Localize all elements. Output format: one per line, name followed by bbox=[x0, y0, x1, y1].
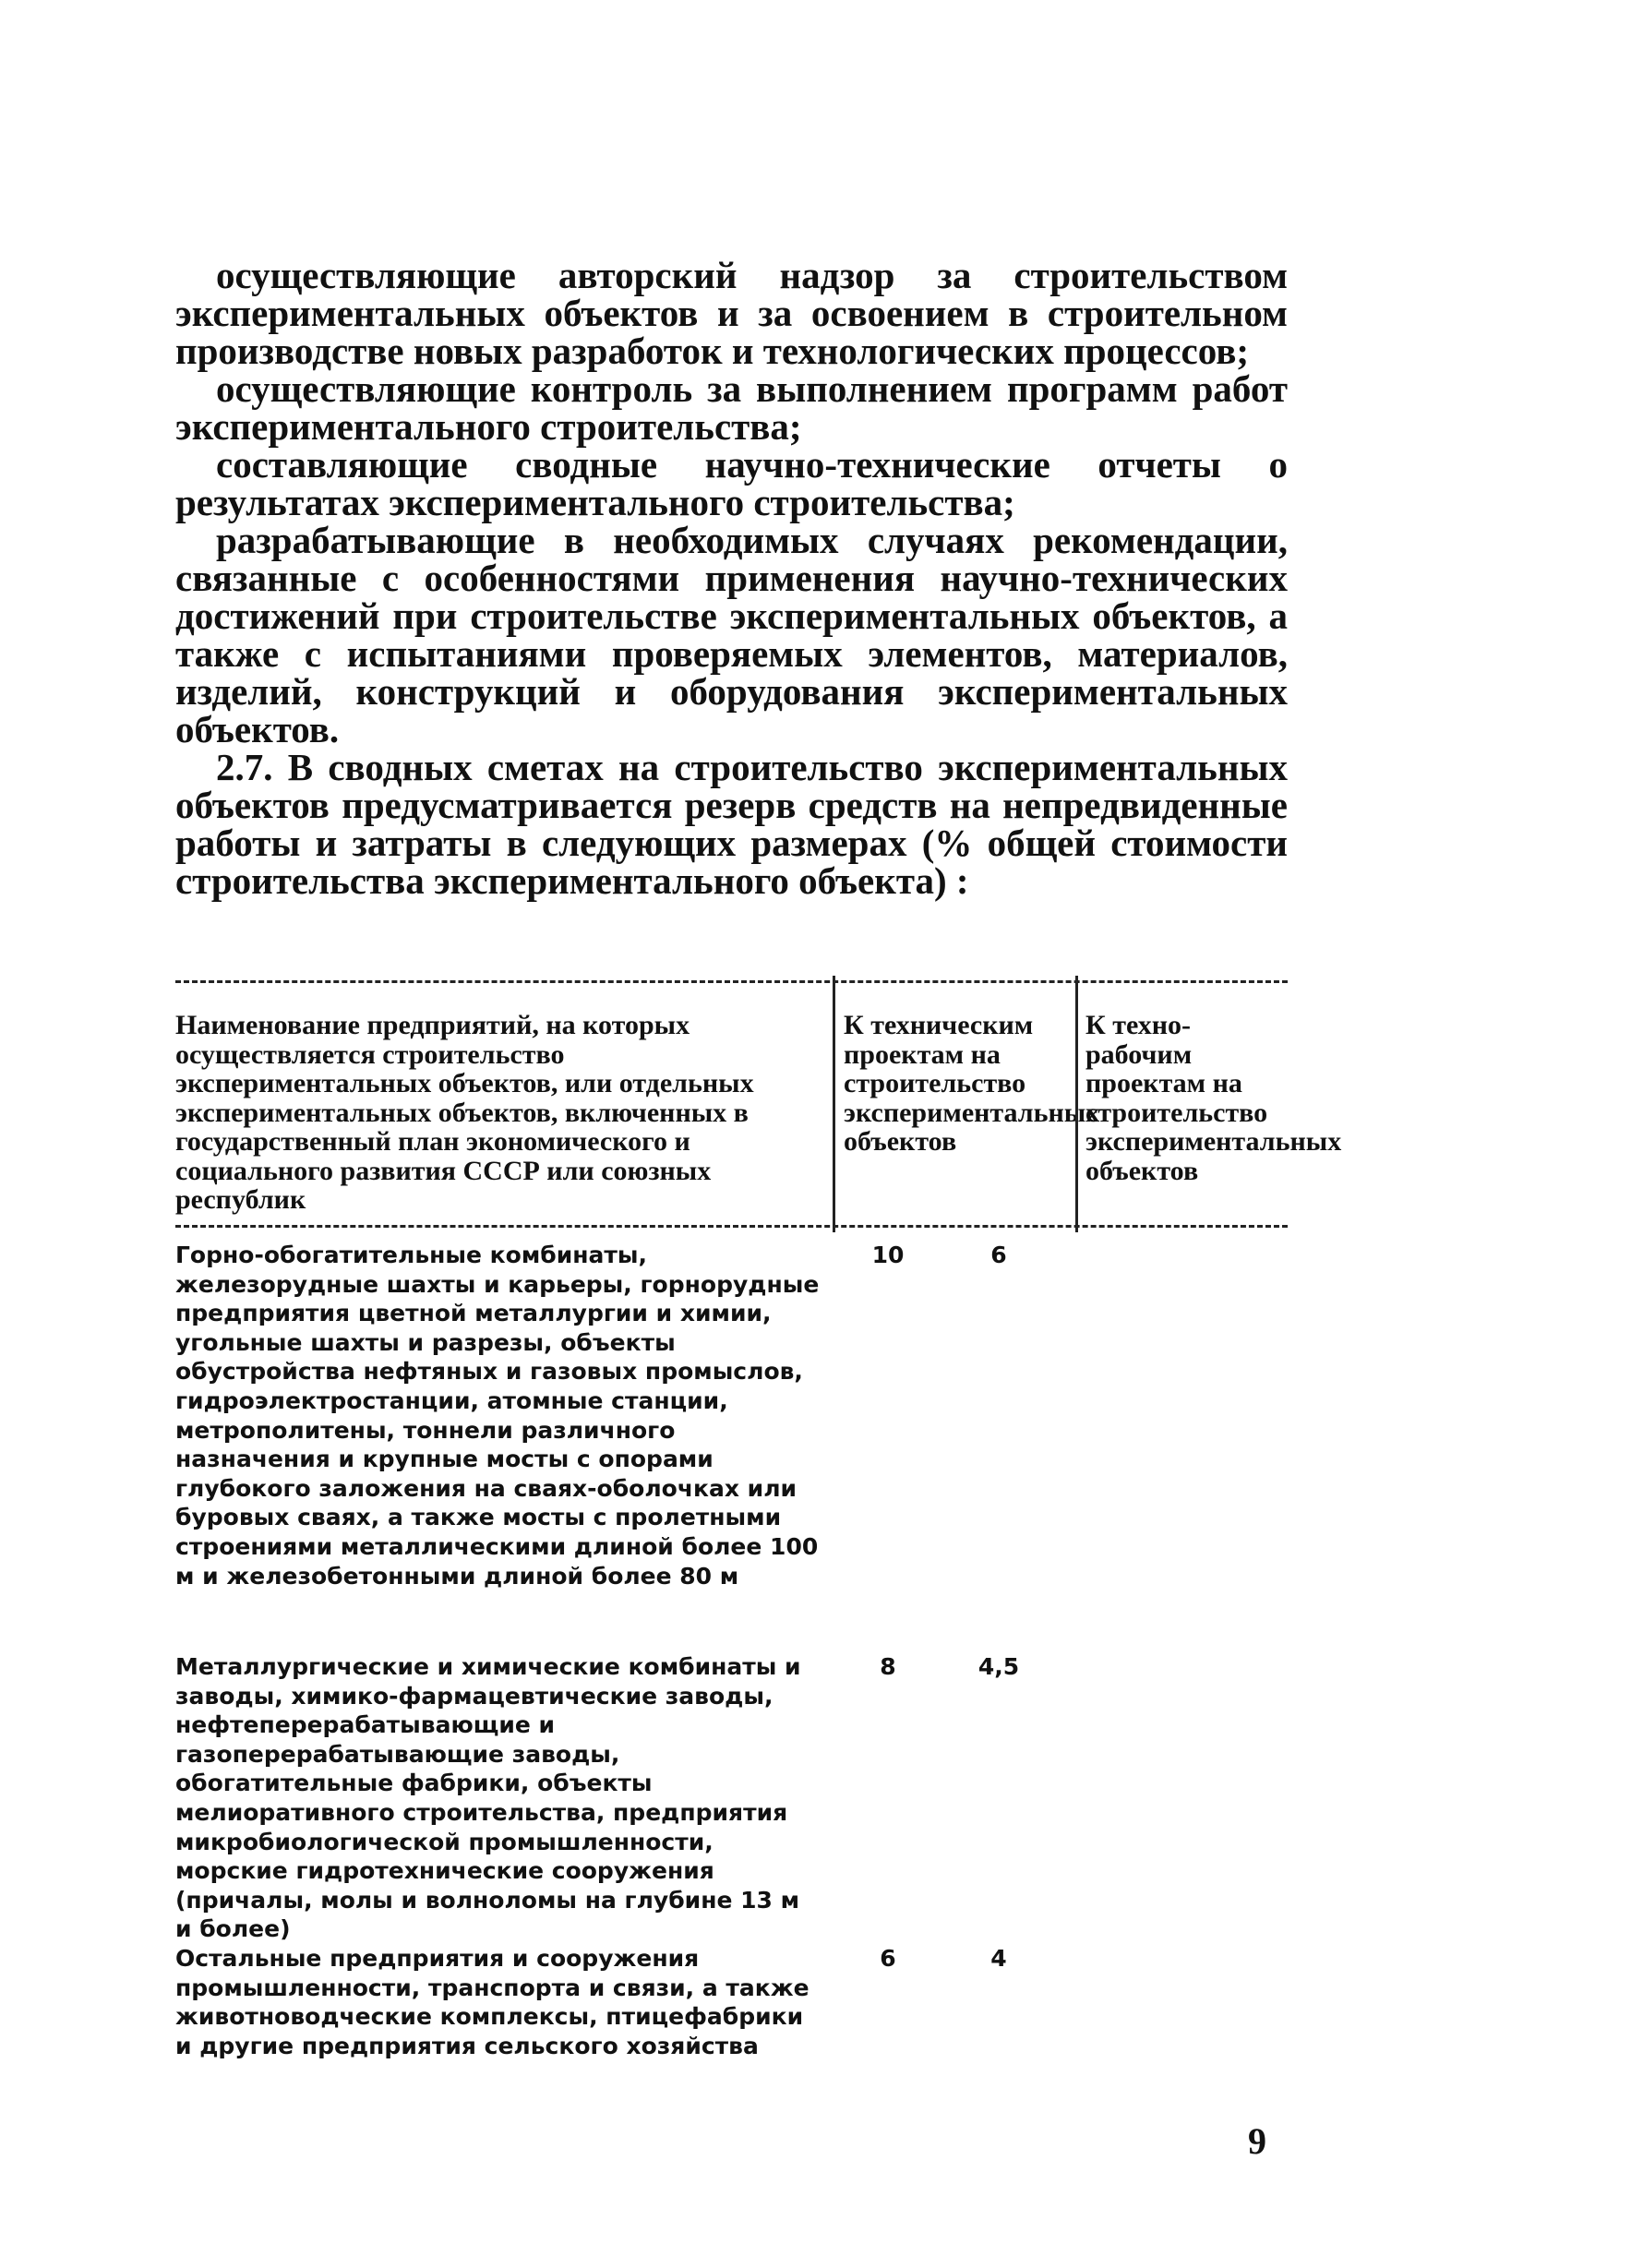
column-divider bbox=[833, 976, 835, 1232]
table-header-rule bbox=[175, 1225, 1288, 1228]
body-text bbox=[175, 254, 1288, 902]
table-header bbox=[175, 983, 1342, 1225]
header-enterprise-name: Наименование предприятий, на которых осуществляется строительство экспериментальных объектов, или отдельных экспериментальных объектов, включенных в государственный план экономического и социального развития СССР или союзных республик bbox=[175, 1010, 754, 1215]
header-working-projects: К техно-рабочим проектам на строительство экспериментальных объектов bbox=[1085, 1010, 1342, 1186]
paragraph: разрабатывающие в необходимых случаях рекомендации, связанные с особенностями применения научно-технических достижений при строительстве экспериментальных объектов, а также с испытаниями проверяемых элементов, материалов, изделий, конструкций и оборудования экспериментальных объектов. bbox=[175, 519, 1288, 750]
row-name: Металлургические и химические комбинаты и заводы, химико-фармацевтические заводы, нефтеперерабатывающие и газоперерабатывающие заводы, обогатительные фабрики, объекты мелиоративного строительства, предприятия микробиологической промышленности, морские гидротехнические сооружения (причалы, молы и волноломы на глубине 13 м и более) bbox=[175, 1653, 801, 1943]
table-row bbox=[175, 1944, 1288, 2101]
row-working-value: 6 bbox=[990, 1242, 1007, 1268]
row-name: Горно-обогатительные комбинаты, железорудные шахты и карьеры, горнорудные предприятия цветной металлургии и химии, угольные шахты и разрезы, объекты обустройства нефтяных и газовых промыслов, гидроэлектростанции, атомные станции, метрополитены, тоннели различного назначения и крупные мосты с опорами глубокого заложения на сваях-оболочках или буровых сваях, а также мосты с пролетными строениями металлическими длиной более 100 м и железобетонными длиной более 80 м bbox=[175, 1242, 820, 1590]
row-working-value: 4,5 bbox=[977, 1653, 1020, 1680]
page-number: 9 bbox=[1248, 2120, 1266, 2162]
row-technical-value: 10 bbox=[871, 1242, 905, 1268]
paragraph: осуществляющие контроль за выполнением программ работ экспериментального строительства; bbox=[175, 367, 1288, 448]
table-row bbox=[175, 1241, 1288, 1652]
paragraph: осуществляющие авторский надзор за строительством экспериментальных объектов и за освоением в строительном производстве новых разработок и технологических процессов; bbox=[175, 254, 1288, 372]
column-divider bbox=[1075, 976, 1078, 1232]
row-technical-value: 6 bbox=[880, 1945, 896, 1972]
header-technical-projects: К техническим проектам на строительство экспериментальных объектов bbox=[844, 1010, 1100, 1157]
paragraph-2-7: 2.7. В сводных сметах на строительство экспериментальных объектов предусматривается резерв средств на непредвиденные работы и затраты в следующих размерах (% общей стоимости строительства экспериментального объекта) : bbox=[175, 746, 1288, 902]
row-technical-value: 8 bbox=[880, 1653, 896, 1680]
paragraph: составляющие сводные научно-технические отчеты о результатах экспериментального строительства; bbox=[175, 443, 1288, 523]
reserve-table bbox=[175, 980, 1342, 2101]
table-row bbox=[175, 1652, 1288, 1944]
row-name: Остальные предприятия и сооружения промышленности, транспорта и связи, а также животноводческие комплексы, птицефабрики и другие предприятия сельского хозяйства bbox=[175, 1945, 810, 2059]
row-working-value: 4 bbox=[990, 1945, 1007, 1972]
